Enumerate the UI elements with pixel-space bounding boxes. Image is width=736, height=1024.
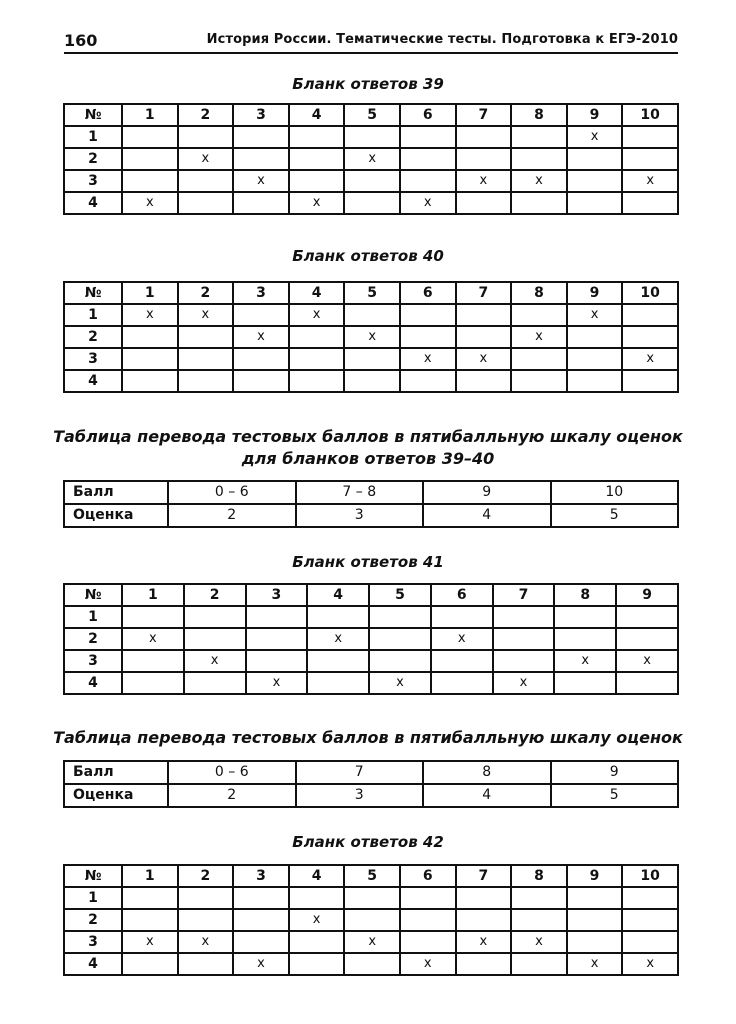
column-header: 9 bbox=[567, 865, 623, 887]
answer-mark: x bbox=[622, 348, 678, 370]
answer-cell bbox=[456, 192, 512, 214]
answer-mark: x bbox=[400, 348, 456, 370]
grade-row-cell: 5 bbox=[551, 784, 679, 807]
answer-mark: x bbox=[400, 192, 456, 214]
answer-mark: x bbox=[233, 170, 289, 192]
score-table bbox=[63, 480, 679, 528]
scale1-subtitle: для бланков ответов 39–40 bbox=[241, 449, 495, 468]
answer-mark: x bbox=[122, 304, 178, 326]
answer-cell bbox=[233, 370, 289, 392]
answer-cell bbox=[233, 909, 289, 931]
answer-mark: x bbox=[369, 672, 431, 694]
answer-cell bbox=[622, 304, 678, 326]
answer-cell bbox=[616, 606, 678, 628]
answer-cell bbox=[344, 192, 400, 214]
column-header: 2 bbox=[178, 865, 234, 887]
column-header: 10 bbox=[622, 104, 678, 126]
answer-mark: x bbox=[567, 304, 623, 326]
answer-cell bbox=[622, 909, 678, 931]
score-row bbox=[64, 481, 678, 504]
answer-cell bbox=[178, 348, 234, 370]
answer-cell bbox=[456, 370, 512, 392]
row-label: 4 bbox=[64, 370, 122, 392]
answer-cell bbox=[456, 326, 512, 348]
column-header: 6 bbox=[400, 865, 456, 887]
answer-cell bbox=[400, 370, 456, 392]
column-header: 8 bbox=[554, 584, 616, 606]
answer-cell bbox=[493, 650, 555, 672]
answer-table bbox=[63, 583, 679, 695]
answer-cell bbox=[567, 170, 623, 192]
answer-cell bbox=[289, 148, 345, 170]
answer-cell bbox=[122, 887, 178, 909]
answer-table bbox=[63, 281, 679, 393]
answer-mark: x bbox=[622, 953, 678, 975]
answer-mark: x bbox=[554, 650, 616, 672]
answer-cell bbox=[400, 931, 456, 953]
column-header: 1 bbox=[122, 584, 184, 606]
blank40-title: Бланк ответов 40 bbox=[292, 247, 444, 265]
score-row-cell: 7 bbox=[296, 761, 424, 784]
answer-mark: x bbox=[233, 953, 289, 975]
row-label: 2 bbox=[64, 628, 122, 650]
row-label: 4 bbox=[64, 192, 122, 214]
row-label: 4 bbox=[64, 672, 122, 694]
answer-cell bbox=[622, 126, 678, 148]
answer-cell bbox=[554, 606, 616, 628]
column-header: 8 bbox=[511, 282, 567, 304]
header-row bbox=[64, 584, 678, 606]
answer-mark: x bbox=[511, 931, 567, 953]
answer-cell bbox=[233, 348, 289, 370]
score-row-label: Балл bbox=[64, 761, 168, 784]
grade-row-cell: 3 bbox=[296, 504, 424, 527]
answer-cell bbox=[122, 953, 178, 975]
column-header: 6 bbox=[431, 584, 493, 606]
answer-mark: x bbox=[456, 348, 512, 370]
score-row-cell: 0 – 6 bbox=[168, 761, 296, 784]
table-row bbox=[64, 931, 678, 953]
table-row bbox=[64, 326, 678, 348]
answer-mark: x bbox=[122, 628, 184, 650]
answer-cell bbox=[344, 887, 400, 909]
grade-row-cell: 2 bbox=[168, 504, 296, 527]
column-header: 9 bbox=[567, 104, 623, 126]
corner-cell: № bbox=[64, 865, 122, 887]
answer-cell bbox=[184, 606, 246, 628]
table-row bbox=[64, 192, 678, 214]
answer-cell bbox=[622, 148, 678, 170]
answer-cell bbox=[233, 126, 289, 148]
answer-cell bbox=[178, 370, 234, 392]
column-header: 9 bbox=[616, 584, 678, 606]
score-row-cell: 8 bbox=[423, 761, 551, 784]
answer-cell bbox=[456, 909, 512, 931]
answer-cell bbox=[122, 909, 178, 931]
column-header: 1 bbox=[122, 865, 178, 887]
answer-cell bbox=[493, 628, 555, 650]
scale2-title: Таблица перевода тестовых баллов в пятибалльную шкалу оценок bbox=[53, 728, 683, 747]
score-table bbox=[63, 760, 679, 808]
column-header: 7 bbox=[456, 865, 512, 887]
answer-cell bbox=[567, 326, 623, 348]
score-row-cell: 9 bbox=[423, 481, 551, 504]
answer-cell bbox=[369, 628, 431, 650]
answer-cell bbox=[178, 126, 234, 148]
answer-mark: x bbox=[289, 304, 345, 326]
answer-mark: x bbox=[246, 672, 308, 694]
answer-cell bbox=[289, 887, 345, 909]
table-row bbox=[64, 953, 678, 975]
answer-cell bbox=[307, 650, 369, 672]
column-header: 4 bbox=[289, 865, 345, 887]
answer-cell bbox=[567, 148, 623, 170]
answer-mark: x bbox=[289, 192, 345, 214]
grade-row-cell: 4 bbox=[423, 504, 551, 527]
column-header: 4 bbox=[289, 104, 345, 126]
answer-cell bbox=[400, 326, 456, 348]
answer-table bbox=[63, 864, 679, 976]
column-header: 2 bbox=[178, 104, 234, 126]
row-label: 1 bbox=[64, 887, 122, 909]
answer-cell bbox=[567, 348, 623, 370]
answer-cell bbox=[344, 348, 400, 370]
answer-cell bbox=[400, 148, 456, 170]
answer-cell bbox=[344, 304, 400, 326]
grade-row-cell: 5 bbox=[551, 504, 679, 527]
answer-cell bbox=[122, 126, 178, 148]
answer-mark: x bbox=[233, 326, 289, 348]
page-number: 160 bbox=[64, 31, 98, 50]
answer-mark: x bbox=[567, 126, 623, 148]
answer-cell bbox=[122, 326, 178, 348]
answer-cell bbox=[511, 148, 567, 170]
table-row bbox=[64, 348, 678, 370]
header-row bbox=[64, 865, 678, 887]
answer-cell bbox=[616, 672, 678, 694]
answer-cell bbox=[289, 931, 345, 953]
column-header: 2 bbox=[184, 584, 246, 606]
grade-row-cell: 4 bbox=[423, 784, 551, 807]
answer-cell bbox=[233, 148, 289, 170]
score-row-cell: 0 – 6 bbox=[168, 481, 296, 504]
answer-cell bbox=[369, 650, 431, 672]
answer-cell bbox=[289, 126, 345, 148]
column-header: 5 bbox=[369, 584, 431, 606]
answer-cell bbox=[511, 304, 567, 326]
answer-cell bbox=[344, 370, 400, 392]
answer-cell bbox=[567, 887, 623, 909]
answer-cell bbox=[233, 192, 289, 214]
header-row bbox=[64, 104, 678, 126]
answer-cell bbox=[246, 606, 308, 628]
answer-cell bbox=[233, 887, 289, 909]
score-row-cell: 9 bbox=[551, 761, 679, 784]
answer-cell bbox=[622, 192, 678, 214]
table-row bbox=[64, 628, 678, 650]
column-header: 3 bbox=[246, 584, 308, 606]
score-row bbox=[64, 761, 678, 784]
table-row bbox=[64, 304, 678, 326]
answer-cell bbox=[400, 126, 456, 148]
answer-cell bbox=[178, 887, 234, 909]
answer-cell bbox=[289, 170, 345, 192]
answer-mark: x bbox=[344, 148, 400, 170]
answer-mark: x bbox=[431, 628, 493, 650]
row-label: 2 bbox=[64, 909, 122, 931]
answer-cell bbox=[567, 931, 623, 953]
answer-cell bbox=[246, 628, 308, 650]
corner-cell: № bbox=[64, 282, 122, 304]
answer-cell bbox=[344, 126, 400, 148]
blank41-title: Бланк ответов 41 bbox=[292, 553, 444, 571]
answer-cell bbox=[567, 909, 623, 931]
blank42-title: Бланк ответов 42 bbox=[292, 833, 444, 851]
answer-cell bbox=[616, 628, 678, 650]
answer-cell bbox=[456, 126, 512, 148]
row-label: 1 bbox=[64, 606, 122, 628]
answer-cell bbox=[178, 170, 234, 192]
answer-mark: x bbox=[178, 931, 234, 953]
row-label: 3 bbox=[64, 170, 122, 192]
answer-mark: x bbox=[289, 909, 345, 931]
row-label: 3 bbox=[64, 931, 122, 953]
score-row-label: Балл bbox=[64, 481, 168, 504]
page-header bbox=[64, 30, 678, 54]
answer-cell bbox=[511, 192, 567, 214]
answer-mark: x bbox=[616, 650, 678, 672]
answer-cell bbox=[178, 192, 234, 214]
row-label: 1 bbox=[64, 304, 122, 326]
grade-row-cell: 3 bbox=[296, 784, 424, 807]
row-label: 3 bbox=[64, 348, 122, 370]
scale1-title: Таблица перевода тестовых баллов в пятибалльную шкалу оценок bbox=[53, 427, 683, 446]
column-header: 2 bbox=[178, 282, 234, 304]
answer-cell bbox=[289, 348, 345, 370]
answer-cell bbox=[456, 887, 512, 909]
row-label: 3 bbox=[64, 650, 122, 672]
grade-row bbox=[64, 784, 678, 807]
answer-cell bbox=[369, 606, 431, 628]
answer-cell bbox=[233, 931, 289, 953]
row-label: 2 bbox=[64, 326, 122, 348]
answer-mark: x bbox=[493, 672, 555, 694]
answer-mark: x bbox=[178, 304, 234, 326]
answer-cell bbox=[233, 304, 289, 326]
answer-cell bbox=[184, 628, 246, 650]
answer-mark: x bbox=[511, 170, 567, 192]
column-header: 3 bbox=[233, 865, 289, 887]
column-header: 10 bbox=[622, 865, 678, 887]
table-row bbox=[64, 170, 678, 192]
column-header: 10 bbox=[622, 282, 678, 304]
column-header: 7 bbox=[456, 104, 512, 126]
corner-cell: № bbox=[64, 584, 122, 606]
grade-row-label: Оценка bbox=[64, 504, 168, 527]
column-header: 9 bbox=[567, 282, 623, 304]
answer-cell bbox=[122, 650, 184, 672]
answer-cell bbox=[122, 606, 184, 628]
answer-mark: x bbox=[400, 953, 456, 975]
answer-cell bbox=[622, 326, 678, 348]
answer-cell bbox=[184, 672, 246, 694]
answer-mark: x bbox=[344, 931, 400, 953]
answer-mark: x bbox=[622, 170, 678, 192]
table-row bbox=[64, 650, 678, 672]
row-label: 4 bbox=[64, 953, 122, 975]
answer-cell bbox=[344, 170, 400, 192]
answer-cell bbox=[511, 348, 567, 370]
answer-cell bbox=[493, 606, 555, 628]
answer-mark: x bbox=[344, 326, 400, 348]
answer-cell bbox=[622, 370, 678, 392]
column-header: 7 bbox=[456, 282, 512, 304]
grade-row-cell: 2 bbox=[168, 784, 296, 807]
answer-cell bbox=[456, 148, 512, 170]
answer-cell bbox=[400, 887, 456, 909]
answer-mark: x bbox=[511, 326, 567, 348]
answer-cell bbox=[344, 909, 400, 931]
column-header: 7 bbox=[493, 584, 555, 606]
row-label: 1 bbox=[64, 126, 122, 148]
column-header: 5 bbox=[344, 865, 400, 887]
table-row bbox=[64, 370, 678, 392]
answer-cell bbox=[431, 606, 493, 628]
answer-mark: x bbox=[122, 192, 178, 214]
answer-cell bbox=[511, 887, 567, 909]
answer-mark: x bbox=[567, 953, 623, 975]
column-header: 4 bbox=[289, 282, 345, 304]
column-header: 5 bbox=[344, 282, 400, 304]
row-label: 2 bbox=[64, 148, 122, 170]
answer-cell bbox=[511, 953, 567, 975]
table-row bbox=[64, 887, 678, 909]
answer-cell bbox=[456, 953, 512, 975]
answer-cell bbox=[122, 148, 178, 170]
answer-mark: x bbox=[307, 628, 369, 650]
answer-cell bbox=[431, 650, 493, 672]
answer-mark: x bbox=[456, 931, 512, 953]
score-row-cell: 10 bbox=[551, 481, 679, 504]
corner-cell: № bbox=[64, 104, 122, 126]
table-row bbox=[64, 606, 678, 628]
column-header: 3 bbox=[233, 282, 289, 304]
column-header: 4 bbox=[307, 584, 369, 606]
answer-cell bbox=[400, 909, 456, 931]
table-row bbox=[64, 672, 678, 694]
answer-cell bbox=[307, 606, 369, 628]
answer-mark: x bbox=[178, 148, 234, 170]
answer-cell bbox=[622, 931, 678, 953]
column-header: 8 bbox=[511, 865, 567, 887]
answer-cell bbox=[511, 126, 567, 148]
answer-cell bbox=[511, 909, 567, 931]
answer-cell bbox=[122, 170, 178, 192]
answer-table bbox=[63, 103, 679, 215]
column-header: 5 bbox=[344, 104, 400, 126]
answer-cell bbox=[567, 192, 623, 214]
column-header: 6 bbox=[400, 104, 456, 126]
answer-cell bbox=[456, 304, 512, 326]
answer-cell bbox=[431, 672, 493, 694]
column-header: 1 bbox=[122, 282, 178, 304]
grade-row bbox=[64, 504, 678, 527]
answer-cell bbox=[178, 953, 234, 975]
column-header: 6 bbox=[400, 282, 456, 304]
table-row bbox=[64, 148, 678, 170]
answer-cell bbox=[289, 326, 345, 348]
table-row bbox=[64, 126, 678, 148]
answer-mark: x bbox=[122, 931, 178, 953]
running-title: История России. Тематические тесты. Подготовка к ЕГЭ-2010 bbox=[206, 32, 678, 47]
answer-mark: x bbox=[184, 650, 246, 672]
answer-cell bbox=[400, 304, 456, 326]
answer-cell bbox=[289, 370, 345, 392]
table-row bbox=[64, 909, 678, 931]
score-row-cell: 7 – 8 bbox=[296, 481, 424, 504]
answer-cell bbox=[122, 348, 178, 370]
answer-cell bbox=[511, 370, 567, 392]
column-header: 8 bbox=[511, 104, 567, 126]
grade-row-label: Оценка bbox=[64, 784, 168, 807]
answer-cell bbox=[289, 953, 345, 975]
answer-cell bbox=[178, 326, 234, 348]
answer-cell bbox=[178, 909, 234, 931]
answer-cell bbox=[554, 628, 616, 650]
answer-cell bbox=[307, 672, 369, 694]
answer-cell bbox=[554, 672, 616, 694]
column-header: 1 bbox=[122, 104, 178, 126]
answer-cell bbox=[122, 370, 178, 392]
answer-cell bbox=[400, 170, 456, 192]
answer-cell bbox=[344, 953, 400, 975]
answer-cell bbox=[122, 672, 184, 694]
answer-mark: x bbox=[456, 170, 512, 192]
blank39-title: Бланк ответов 39 bbox=[292, 75, 444, 93]
answer-cell bbox=[622, 887, 678, 909]
answer-cell bbox=[246, 650, 308, 672]
header-row bbox=[64, 282, 678, 304]
answer-cell bbox=[567, 370, 623, 392]
column-header: 3 bbox=[233, 104, 289, 126]
